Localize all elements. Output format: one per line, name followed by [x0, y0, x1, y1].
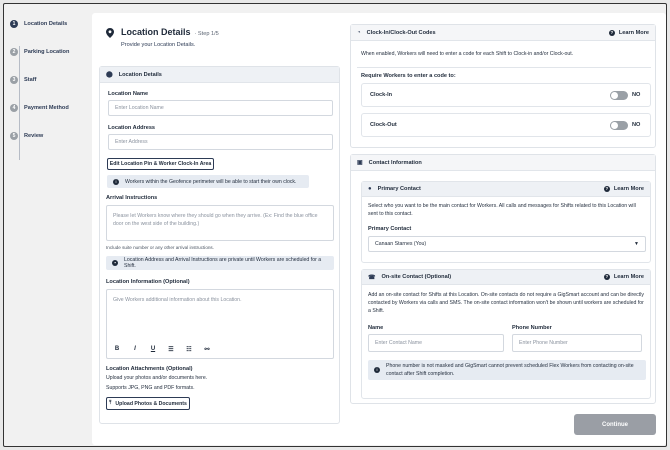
learn-more-link[interactable] [604, 186, 644, 192]
geofence-notice [107, 175, 309, 188]
onsite-contact-description: Add an on-site contact for Shifts at this Location. On-site contacts do not require a GigSmart account and can be directly contacted by Workers via calls and SMS. The on-site contact information won't be shown until workers are scheduled for a Shift. [368, 292, 644, 314]
help-icon: ? [605, 274, 609, 279]
phone-notice [368, 360, 646, 380]
location-info-label: Location Information (Optional) [106, 279, 190, 285]
italic-icon[interactable]: I [134, 346, 136, 352]
arrival-instructions-textarea[interactable]: Please let Workers know where they should go when they arrive. (Ex: Find the blue office door on the west side of the building.) [106, 205, 334, 241]
step-number: 5 [10, 132, 18, 140]
step-number: 4 [10, 104, 18, 112]
step-number: 1 [10, 20, 18, 28]
phone-number-input[interactable]: Enter Phone Number [512, 334, 642, 352]
clock-icon: ◔ [357, 29, 361, 36]
location-address-input[interactable]: Enter Address [108, 134, 333, 150]
clock-in-toggle[interactable] [610, 91, 628, 100]
phone-notice-text: Phone number is not masked and GigSmart cannot prevent scheduled Flex Workers from contacting on-site contact after Shift completion. [386, 363, 634, 377]
arrival-hint: Include suite number or any other arrival instructions. [106, 245, 215, 250]
step-parking-location[interactable] [10, 48, 90, 76]
stepper [10, 20, 90, 160]
upload-photos-label: Upload Photos & Documents [115, 400, 187, 407]
panel-header [351, 25, 655, 41]
learn-more-label: Learn More [613, 186, 644, 192]
bold-icon[interactable]: B [114, 346, 120, 352]
panel-heading: Clock-In/Clock-Out Codes [366, 29, 436, 36]
contact-info-panel [350, 154, 656, 404]
learn-more-label: Learn More [618, 29, 649, 36]
section-heading: On-site Contact (Optional) [381, 274, 452, 280]
step-number: 2 [10, 48, 18, 56]
info-icon: i [113, 179, 119, 185]
clock-in-label: Clock-In [370, 92, 393, 98]
info-icon: i [374, 367, 380, 373]
page-title [121, 27, 219, 37]
phone-number-label: Phone Number [512, 325, 552, 331]
app-frame [3, 3, 667, 447]
attachments-label: Location Attachments (Optional) [106, 366, 193, 372]
location-info-textarea[interactable]: Give Workers additional information about this Location. [106, 289, 334, 359]
clock-out-label: Clock-Out [370, 122, 397, 128]
primary-contact-section [361, 181, 651, 263]
page-subtitle: Provide your Location Details. [121, 42, 196, 48]
contact-name-input[interactable]: Enter Contact Name [368, 334, 504, 352]
help-icon: ? [610, 29, 614, 35]
page-title-text: Location Details [121, 27, 191, 37]
location-address-label: Location Address [108, 125, 156, 131]
onsite-contact-section [361, 269, 651, 399]
clock-in-row [361, 83, 651, 107]
step-payment-method[interactable] [10, 104, 90, 132]
panel-header [351, 155, 655, 171]
clock-in-value: NO [632, 92, 641, 98]
step-number: 3 [10, 76, 18, 84]
panel-header [100, 67, 339, 83]
step-label: Location Details [24, 21, 68, 27]
lock-icon: ▪ [112, 260, 118, 266]
person-icon: ● [368, 186, 372, 192]
private-notice [106, 256, 334, 270]
private-notice-text: Location Address and Arrival Instructions are private until Workers are scheduled for a Shift. [124, 257, 322, 269]
step-label: Parking Location [24, 49, 70, 55]
clock-out-toggle[interactable] [610, 121, 628, 130]
primary-contact-label: Primary Contact [368, 226, 412, 232]
primary-contact-select[interactable] [368, 236, 646, 252]
step-location-details[interactable] [10, 20, 90, 48]
phone-icon: ☎ [368, 274, 376, 281]
arrival-instructions-label: Arrival Instructions [106, 195, 158, 201]
learn-more-label: Learn More [613, 274, 644, 280]
help-icon: ? [605, 186, 609, 191]
clock-codes-panel [350, 24, 656, 148]
numbered-list-icon[interactable]: ☷ [186, 347, 192, 353]
contact-card-icon: ▣ [357, 160, 363, 166]
section-header [362, 270, 650, 285]
section-heading: Primary Contact [377, 186, 421, 192]
step-label: Review [24, 133, 44, 139]
step-label: Staff [24, 77, 37, 83]
continue-button[interactable]: Continue [574, 414, 656, 435]
edit-location-pin-button[interactable]: Edit Location Pin & Worker Clock-In Area [107, 158, 214, 170]
location-details-panel [99, 66, 340, 424]
clock-codes-description: When enabled, Workers will need to enter a code for each Shift to Clock-in and/or Clock-out. [361, 51, 574, 57]
location-name-input[interactable]: Enter Location Name [108, 100, 333, 116]
section-header [362, 182, 650, 197]
contact-name-label: Name [368, 325, 384, 331]
attachments-text-1: Upload your photos and/or documents here. [106, 375, 208, 381]
location-name-label: Location Name [108, 91, 149, 97]
rich-text-toolbar [113, 346, 211, 353]
learn-more-link[interactable] [609, 30, 649, 36]
bullet-list-icon[interactable]: ☰ [168, 347, 174, 353]
clock-out-row [361, 113, 651, 137]
step-review[interactable] [10, 132, 90, 160]
link-icon[interactable]: ⚯ [204, 347, 210, 353]
clock-out-value: NO [632, 122, 641, 128]
upload-photos-button[interactable] [106, 397, 190, 410]
require-code-label: Require Workers to enter a code to: [361, 73, 456, 79]
location-pin-icon [106, 28, 114, 38]
underline-icon[interactable]: U [150, 346, 156, 352]
step-indicator: · Step 1/5 [194, 31, 219, 37]
primary-contact-description: Select who you want to be the main contact for Workers. All calls and messages for Shifts related to this Location will sent to this contact. [368, 203, 636, 217]
chevron-down-icon: ▼ [634, 241, 639, 247]
primary-contact-value: Canaan Starnes (You) [375, 241, 427, 247]
step-staff[interactable] [10, 76, 90, 104]
map-pin-icon: ⬤ [106, 72, 113, 78]
geofence-notice-text: Workers within the Geofence perimeter will be able to start their own clock. [125, 178, 297, 185]
attachments-text-2: Supports JPG, PNG and PDF formats. [106, 385, 195, 391]
panel-heading: Contact Information [368, 159, 422, 166]
panel-heading: Location Details [118, 71, 162, 78]
learn-more-link[interactable] [604, 274, 644, 280]
divider [357, 67, 651, 68]
upload-icon: ⤒ [109, 400, 112, 406]
step-label: Payment Method [24, 105, 69, 111]
main-card [92, 13, 666, 445]
